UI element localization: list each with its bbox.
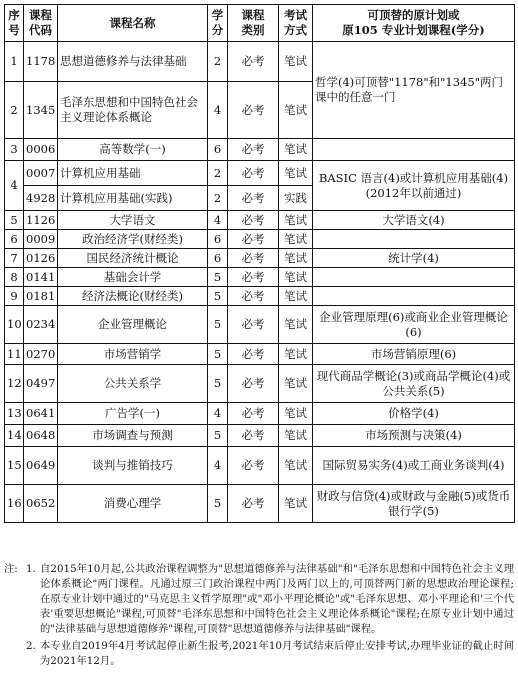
cell-credit: 4 <box>208 447 228 485</box>
table-row <box>5 211 515 230</box>
cell-credit: 4 <box>208 82 228 139</box>
cell-seq: 11 <box>5 344 24 365</box>
cell-replace: 国际贸易实务(4)或工商业务谈判(4) <box>313 447 515 485</box>
cell-type: 必考 <box>228 42 279 82</box>
cell-seq: 4 <box>5 161 24 211</box>
cell-name: 公共关系学 <box>58 365 208 403</box>
header-seq: 序 号 <box>5 5 24 42</box>
cell-type: 必考 <box>228 287 279 306</box>
cell-seq: 8 <box>5 268 24 287</box>
note-item <box>4 639 514 669</box>
cell-replace <box>313 139 515 161</box>
cell-credit: 5 <box>208 365 228 403</box>
cell-exam: 笔试 <box>279 268 313 287</box>
cell-code: 0648 <box>24 425 58 447</box>
cell-seq: 9 <box>5 287 24 306</box>
cell-code: 0009 <box>24 230 58 249</box>
cell-credit: 4 <box>208 211 228 230</box>
cell-type: 必考 <box>228 230 279 249</box>
cell-replace <box>313 230 515 249</box>
cell-replace <box>313 268 515 287</box>
cell-type: 必考 <box>228 403 279 425</box>
cell-exam: 笔试 <box>279 42 313 82</box>
cell-seq: 10 <box>5 306 24 344</box>
table-row <box>5 287 515 306</box>
table-row <box>5 230 515 249</box>
cell-credit: 2 <box>208 161 228 186</box>
cell-code: 1126 <box>24 211 58 230</box>
notes-label: 注: <box>4 563 18 575</box>
cell-name: 广告学(一) <box>58 403 208 425</box>
cell-code: 0234 <box>24 306 58 344</box>
cell-code: 0126 <box>24 249 58 268</box>
cell-name: 企业管理概论 <box>58 306 208 344</box>
header-type: 课程 类别 <box>228 5 279 42</box>
cell-type: 必考 <box>228 365 279 403</box>
cell-replace: 大学语文(4) <box>313 211 515 230</box>
cell-type: 必考 <box>228 82 279 139</box>
cell-code: 1345 <box>24 82 58 139</box>
header-credit: 学 分 <box>208 5 228 42</box>
cell-exam: 笔试 <box>279 139 313 161</box>
cell-credit: 5 <box>208 425 228 447</box>
cell-name: 毛泽东思想和中国特色社会主义理论体系概论 <box>58 82 208 139</box>
cell-seq: 15 <box>5 447 24 485</box>
table-row <box>5 42 515 82</box>
cell-code: 0270 <box>24 344 58 365</box>
header-code: 课程 代码 <box>24 5 58 42</box>
cell-type: 必考 <box>228 306 279 344</box>
cell-replace-merged: BASIC 语言(4)或计算机应用基础(4)(2012年以前通过) <box>313 161 515 211</box>
cell-name: 高等数学(一) <box>58 139 208 161</box>
cell-seq: 14 <box>5 425 24 447</box>
cell-code: 0006 <box>24 139 58 161</box>
header-replace: 可顶替的原计划或 原105 专业计划课程(学分) <box>313 5 515 42</box>
cell-exam: 笔试 <box>279 161 313 186</box>
cell-seq: 2 <box>5 82 24 139</box>
cell-name: 大学语文 <box>58 211 208 230</box>
cell-exam: 笔试 <box>279 230 313 249</box>
cell-exam: 笔试 <box>279 306 313 344</box>
table-row <box>5 249 515 268</box>
cell-replace: 价格学(4) <box>313 403 515 425</box>
cell-code: 1178 <box>24 42 58 82</box>
cell-name: 政治经济学(财经类) <box>58 230 208 249</box>
cell-replace: 市场预测与决策(4) <box>313 425 515 447</box>
cell-credit: 5 <box>208 344 228 365</box>
cell-type: 必考 <box>228 249 279 268</box>
cell-exam: 笔试 <box>279 211 313 230</box>
cell-credit: 6 <box>208 139 228 161</box>
note-text: 自2015年10月起,公共政治课程调整为"思想道德修养与法律基础"和"毛泽东思想和中国特色社会主义理论体系概论"两门课程。凡通过原三门政治课程中两门及两门以上的,可顶替两门新的思想政治理论课程;在原专业计划中通过的"马克思主义哲学原理"或"邓小平理论概论"或"毛泽东思想、邓小平理论和'三个代表'重要思想概论"课程,可顶替"毛泽东思想和中国特色社会主义理论体系概论"课程;在原专业计划中通过的"法律基础与思想道德修养"课程,可顶替"思想道德修养与法律基础"课程。 <box>40 563 514 635</box>
table-row <box>5 365 515 403</box>
cell-name: 谈判与推销技巧 <box>58 447 208 485</box>
table-row <box>5 403 515 425</box>
cell-code: 0652 <box>24 485 58 523</box>
cell-credit: 5 <box>208 268 228 287</box>
cell-type: 必考 <box>228 447 279 485</box>
cell-seq: 7 <box>5 249 24 268</box>
cell-name: 国民经济统计概论 <box>58 249 208 268</box>
cell-type: 必考 <box>228 268 279 287</box>
cell-credit: 2 <box>208 42 228 82</box>
cell-type: 必考 <box>228 186 279 211</box>
table-row <box>5 344 515 365</box>
cell-code: 0497 <box>24 365 58 403</box>
cell-code: 0641 <box>24 403 58 425</box>
cell-type: 必考 <box>228 161 279 186</box>
cell-credit: 5 <box>208 306 228 344</box>
cell-name: 市场调查与预测 <box>58 425 208 447</box>
cell-credit: 4 <box>208 403 228 425</box>
cell-name: 计算机应用基础(实践) <box>58 186 208 211</box>
curriculum-table <box>4 4 515 523</box>
table-header-row <box>5 5 515 42</box>
cell-seq: 12 <box>5 365 24 403</box>
cell-exam: 笔试 <box>279 365 313 403</box>
cell-type: 必考 <box>228 485 279 523</box>
cell-seq: 16 <box>5 485 24 523</box>
table-row <box>5 425 515 447</box>
table-row <box>5 485 515 523</box>
cell-exam: 笔试 <box>279 447 313 485</box>
cell-exam: 笔试 <box>279 82 313 139</box>
cell-replace-merged: 哲学(4)可顶替"1178"和"1345"两门课中的任意一门 <box>313 42 515 139</box>
table-row <box>5 447 515 485</box>
cell-name: 消费心理学 <box>58 485 208 523</box>
note-text: 本专业自2019年4月考试起停止新生报考,2021年10月考试结束后停止安排考试,办理毕业证的截止时间为2021年12月。 <box>40 640 514 667</box>
cell-replace: 市场营销原理(6) <box>313 344 515 365</box>
cell-name: 计算机应用基础 <box>58 161 208 186</box>
cell-exam: 实践 <box>279 186 313 211</box>
cell-code: 0649 <box>24 447 58 485</box>
cell-replace: 现代商品学概论(3)或商品学概论(4)或公共关系(5) <box>313 365 515 403</box>
table-row <box>5 139 515 161</box>
cell-type: 必考 <box>228 344 279 365</box>
cell-seq: 6 <box>5 230 24 249</box>
cell-exam: 笔试 <box>279 403 313 425</box>
cell-credit: 6 <box>208 230 228 249</box>
notes-section <box>4 562 514 669</box>
cell-type: 必考 <box>228 425 279 447</box>
note-number: 2. <box>26 640 36 652</box>
header-name: 课程名称 <box>58 5 208 42</box>
cell-type: 必考 <box>228 139 279 161</box>
cell-credit: 5 <box>208 287 228 306</box>
cell-name: 思想道德修养与法律基础 <box>58 42 208 82</box>
cell-replace: 财政与信贷(4)或财政与金融(5)或货币银行学(5) <box>313 485 515 523</box>
cell-replace: 企业管理原理(6)或商业企业管理概论(6) <box>313 306 515 344</box>
cell-exam: 笔试 <box>279 344 313 365</box>
table-row <box>5 161 515 186</box>
cell-seq: 5 <box>5 211 24 230</box>
cell-name: 基础会计学 <box>58 268 208 287</box>
cell-code: 0141 <box>24 268 58 287</box>
header-exam: 考试 方式 <box>279 5 313 42</box>
cell-exam: 笔试 <box>279 425 313 447</box>
cell-seq: 1 <box>5 42 24 82</box>
cell-name: 经济法概论(财经类) <box>58 287 208 306</box>
table-row <box>5 306 515 344</box>
cell-seq: 13 <box>5 403 24 425</box>
cell-exam: 笔试 <box>279 249 313 268</box>
cell-code: 4928 <box>24 186 58 211</box>
cell-seq: 3 <box>5 139 24 161</box>
cell-exam: 笔试 <box>279 485 313 523</box>
cell-type: 必考 <box>228 211 279 230</box>
cell-name: 市场营销学 <box>58 344 208 365</box>
cell-credit: 2 <box>208 186 228 211</box>
cell-credit: 5 <box>208 485 228 523</box>
cell-replace <box>313 287 515 306</box>
cell-code: 0007 <box>24 161 58 186</box>
cell-exam: 笔试 <box>279 287 313 306</box>
cell-credit: 6 <box>208 249 228 268</box>
note-number: 1. <box>26 563 36 575</box>
cell-code: 0181 <box>24 287 58 306</box>
cell-replace: 统计学(4) <box>313 249 515 268</box>
table-row <box>5 268 515 287</box>
note-item <box>4 562 514 637</box>
